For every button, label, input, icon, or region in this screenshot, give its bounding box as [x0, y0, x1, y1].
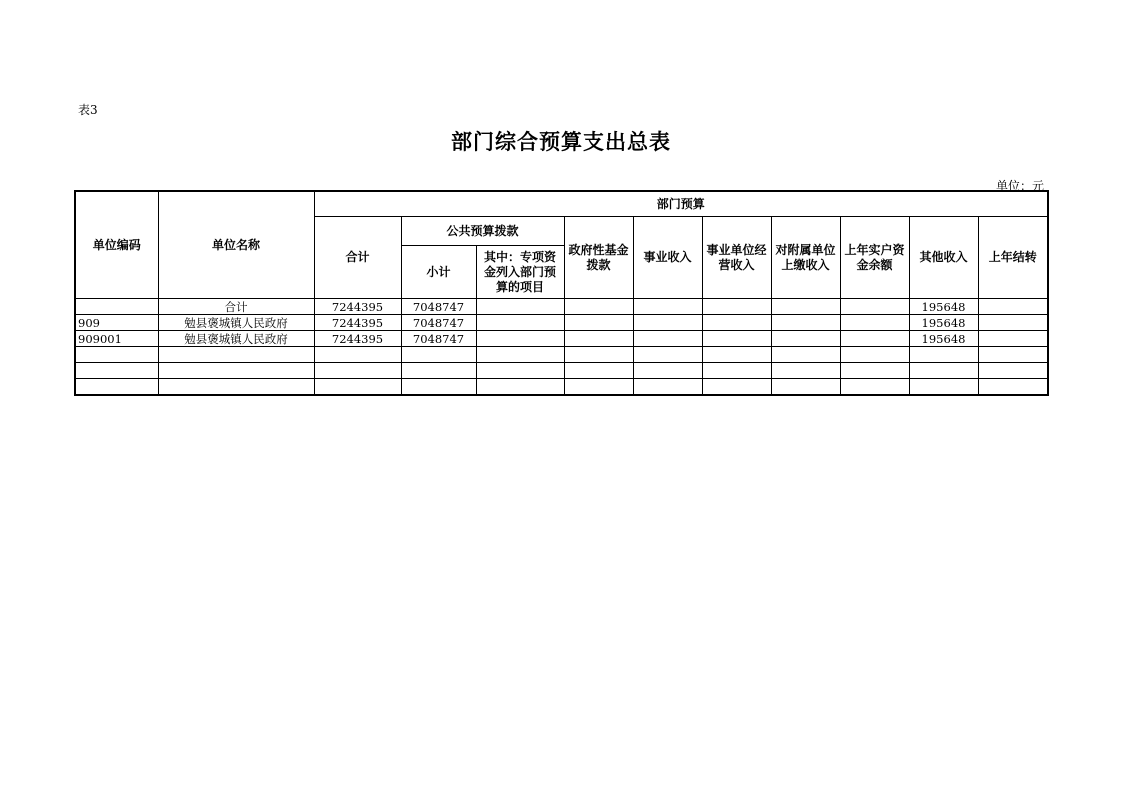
cell-gov-fund: [564, 347, 633, 363]
header-other-income: 其他收入: [909, 217, 978, 299]
cell-carryover: [978, 347, 1048, 363]
cell-business-income: [633, 363, 702, 379]
header-special-funds: 其中：专项资金列入部门预算的项目: [476, 246, 564, 299]
cell-special-funds: [476, 299, 564, 315]
header-subtotal: 小计: [401, 246, 476, 299]
table-row: [75, 299, 1048, 315]
cell-other-income: [909, 379, 978, 396]
cell-subsidiary-income: [771, 331, 840, 347]
cell-prior-balance: [840, 315, 909, 331]
header-unit-name: 单位名称: [158, 191, 314, 299]
table-number-label: 表3: [78, 103, 98, 117]
cell-subtotal: [401, 379, 476, 396]
cell-total: [314, 363, 401, 379]
budget-expenditure-table: [74, 190, 1049, 396]
cell-other-income: [909, 347, 978, 363]
table-row: [75, 363, 1048, 379]
cell-total: 7244395: [314, 315, 401, 331]
cell-operating-income: [702, 331, 771, 347]
cell-operating-income: [702, 379, 771, 396]
cell-prior-balance: [840, 331, 909, 347]
unit-label: 单位：元: [995, 179, 1044, 193]
cell-special-funds: [476, 379, 564, 396]
header-unit-code: 单位编码: [75, 191, 158, 299]
cell-gov-fund: [564, 299, 633, 315]
cell-carryover: [978, 363, 1048, 379]
header-operating-income: 事业单位经营收入: [702, 217, 771, 299]
cell-total: [314, 379, 401, 396]
cell-gov-fund: [564, 379, 633, 396]
cell-unit-name: 勉县褒城镇人民政府: [158, 331, 314, 347]
cell-prior-balance: [840, 363, 909, 379]
cell-subsidiary-income: [771, 363, 840, 379]
cell-unit-name: 合计: [158, 299, 314, 315]
cell-special-funds: [476, 363, 564, 379]
header-subsidiary-income: 对附属单位上缴收入: [771, 217, 840, 299]
cell-special-funds: [476, 331, 564, 347]
header-business-income: 事业收入: [633, 217, 702, 299]
cell-operating-income: [702, 347, 771, 363]
cell-unit-name: [158, 363, 314, 379]
cell-total: [314, 347, 401, 363]
cell-prior-balance: [840, 347, 909, 363]
cell-business-income: [633, 347, 702, 363]
cell-unit-code: [75, 299, 158, 315]
cell-carryover: [978, 379, 1048, 396]
cell-unit-code: [75, 347, 158, 363]
cell-business-income: [633, 379, 702, 396]
cell-prior-balance: [840, 379, 909, 396]
cell-other-income: 195648: [909, 315, 978, 331]
cell-operating-income: [702, 315, 771, 331]
cell-other-income: [909, 363, 978, 379]
cell-subsidiary-income: [771, 315, 840, 331]
cell-unit-name: [158, 379, 314, 396]
cell-business-income: [633, 299, 702, 315]
cell-other-income: 195648: [909, 299, 978, 315]
table-row: [75, 347, 1048, 363]
cell-gov-fund: [564, 331, 633, 347]
cell-prior-balance: [840, 299, 909, 315]
cell-carryover: [978, 331, 1048, 347]
header-carryover: 上年结转: [978, 217, 1048, 299]
cell-subtotal: [401, 347, 476, 363]
cell-unit-code: [75, 363, 158, 379]
header-dept-budget: 部门预算: [314, 191, 1048, 217]
header-total: 合计: [314, 217, 401, 299]
cell-subtotal: 7048747: [401, 331, 476, 347]
cell-unit-name: 勉县褒城镇人民政府: [158, 315, 314, 331]
cell-subtotal: 7048747: [401, 315, 476, 331]
cell-operating-income: [702, 299, 771, 315]
cell-gov-fund: [564, 315, 633, 331]
cell-total: 7244395: [314, 331, 401, 347]
cell-unit-code: 909: [75, 315, 158, 331]
cell-unit-code: 909001: [75, 331, 158, 347]
cell-gov-fund: [564, 363, 633, 379]
cell-other-income: 195648: [909, 331, 978, 347]
table-row: [75, 379, 1048, 396]
table-row: [75, 331, 1048, 347]
cell-unit-name: [158, 347, 314, 363]
cell-business-income: [633, 315, 702, 331]
cell-special-funds: [476, 315, 564, 331]
cell-carryover: [978, 299, 1048, 315]
cell-subtotal: [401, 363, 476, 379]
cell-total: 7244395: [314, 299, 401, 315]
cell-carryover: [978, 315, 1048, 331]
cell-business-income: [633, 331, 702, 347]
header-public-budget: 公共预算拨款: [401, 217, 564, 246]
header-prior-balance: 上年实户资金余额: [840, 217, 909, 299]
table-row: [75, 315, 1048, 331]
cell-unit-code: [75, 379, 158, 396]
header-gov-fund: 政府性基金拨款: [564, 217, 633, 299]
cell-operating-income: [702, 363, 771, 379]
cell-special-funds: [476, 347, 564, 363]
cell-subsidiary-income: [771, 299, 840, 315]
cell-subtotal: 7048747: [401, 299, 476, 315]
cell-subsidiary-income: [771, 379, 840, 396]
cell-subsidiary-income: [771, 347, 840, 363]
page-title: 部门综合预算支出总表: [451, 130, 671, 154]
